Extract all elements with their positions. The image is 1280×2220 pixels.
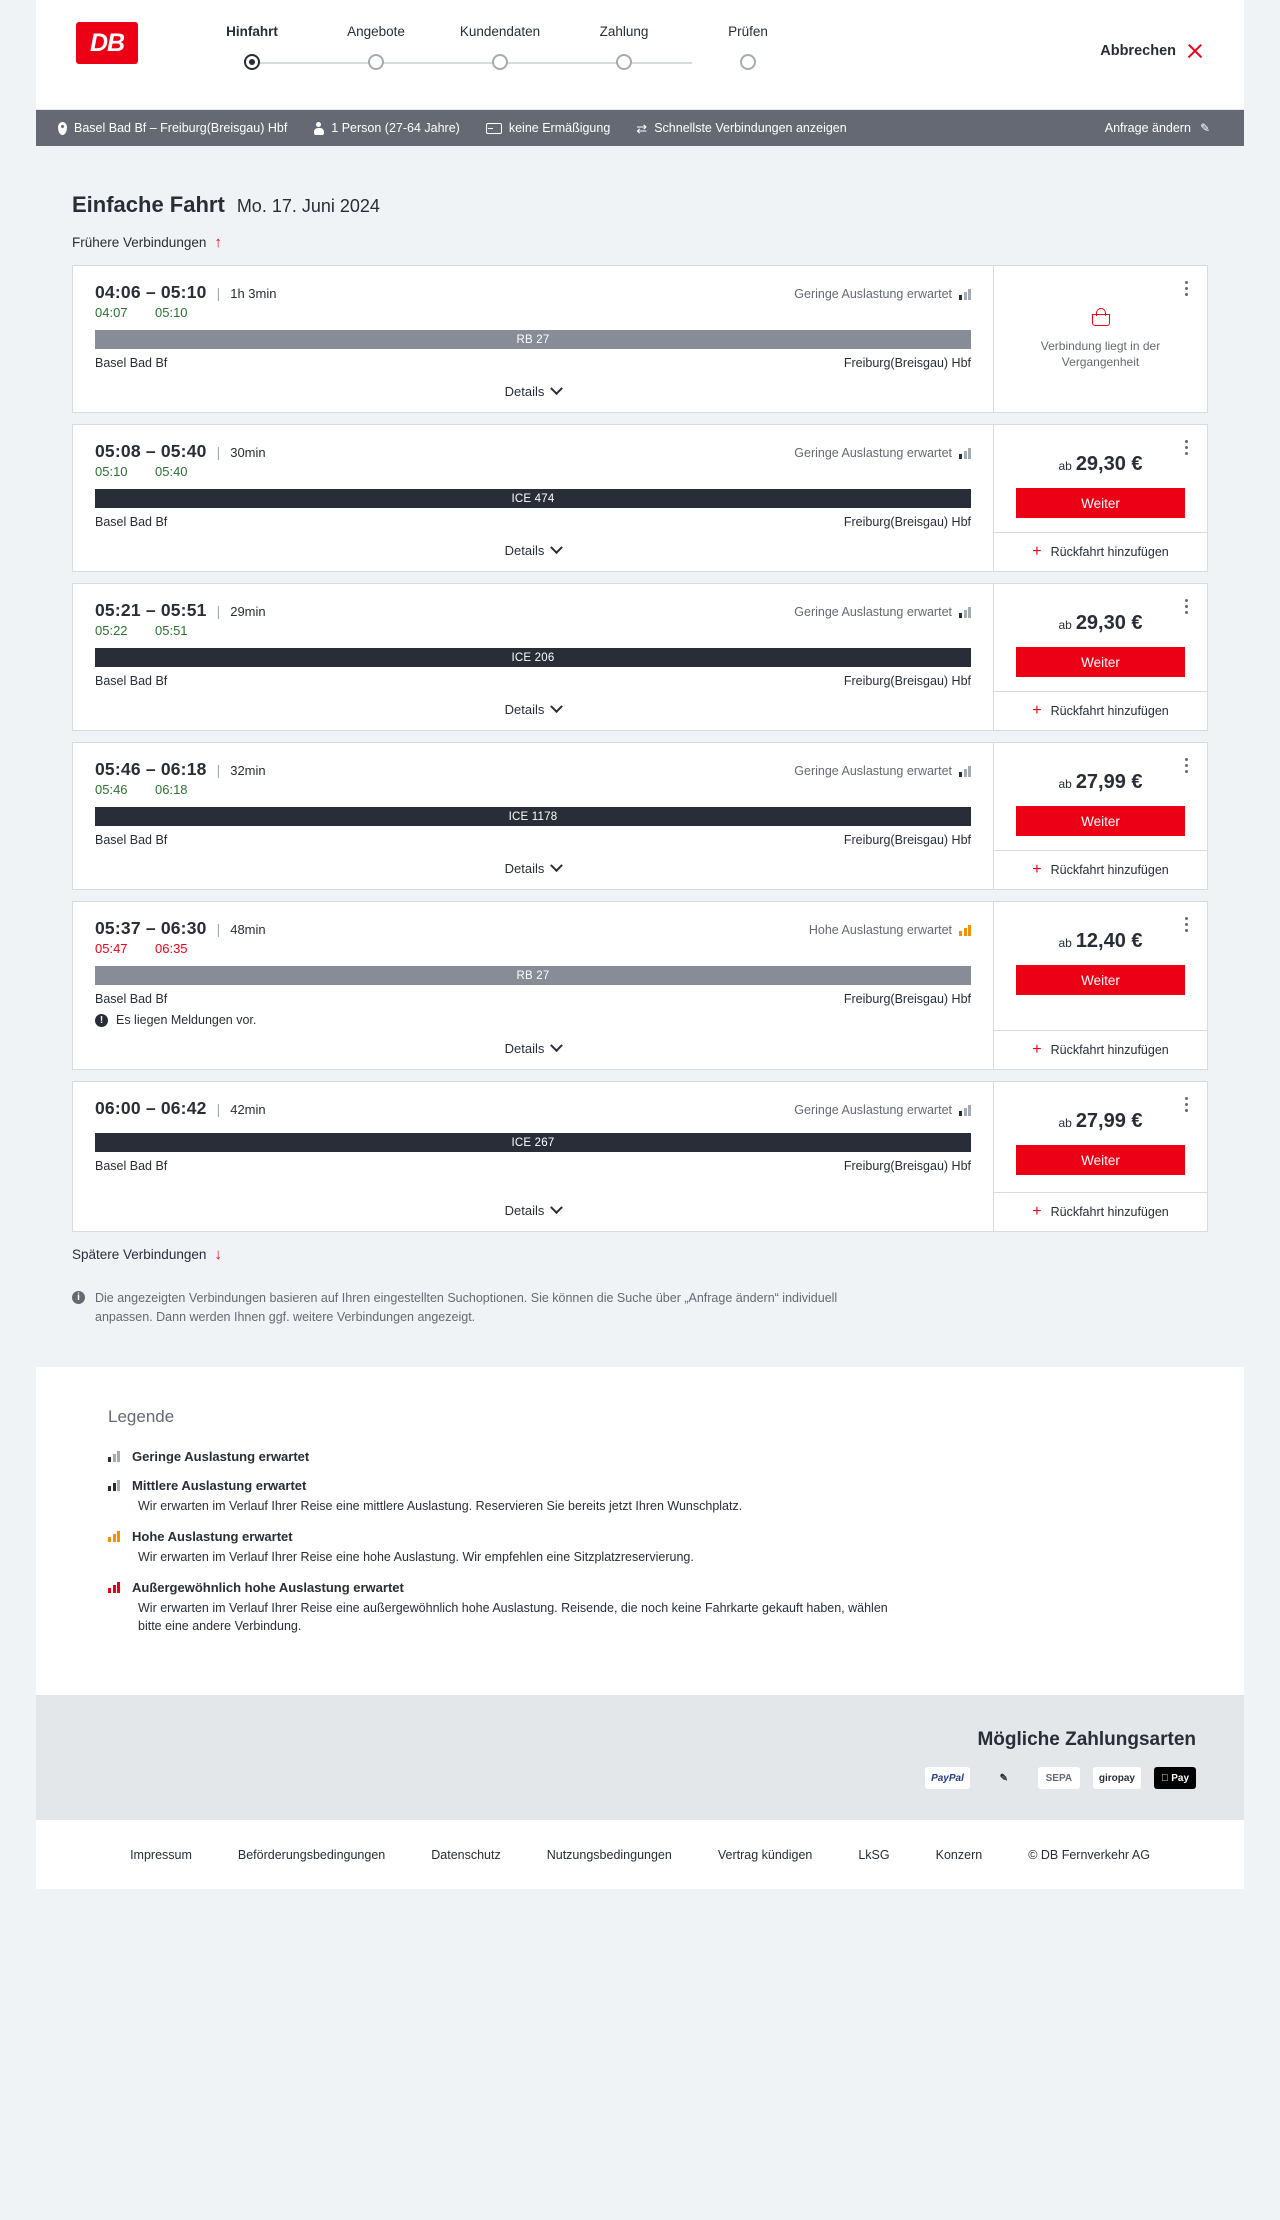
departure-realtime: 05:47 [95,941,128,956]
price-amount: 29,30 € [1075,453,1143,475]
price-block [994,584,1207,691]
person-icon [313,122,324,135]
arrival-realtime: 05:10 [155,305,188,320]
train-bar: RB 27 [95,330,971,349]
time-separator: | [216,921,221,937]
price-block [994,1082,1207,1192]
connection-message[interactable] [95,1013,971,1027]
plus-icon: + [1032,1203,1042,1220]
change-request-button[interactable] [1105,121,1210,135]
utilization-bars-icon [108,1582,120,1593]
details-toggle[interactable] [95,847,971,889]
earlier-connections-button[interactable] [72,234,1208,251]
origin-station: Basel Bad Bf [95,356,168,370]
summary-route-label: Basel Bad Bf – Freiburg(Breisgau) Hbf [74,121,288,135]
legend-item-label: Geringe Auslastung erwartet [132,1448,310,1464]
destination-station: Freiburg(Breisgau) Hbf [843,674,971,688]
legend-item-label: Außergewöhnlich hohe Auslastung erwartet [132,1579,404,1595]
connection-row[interactable] [72,265,1208,413]
realtime-times [95,623,971,638]
destination-station: Freiburg(Breisgau) Hbf [843,992,971,1006]
step-dot-pruefen[interactable] [740,54,756,70]
destination-station: Freiburg(Breisgau) Hbf [843,1159,971,1173]
more-options-icon[interactable] [1177,277,1195,299]
destination-station: Freiburg(Breisgau) Hbf [843,833,971,847]
connection-time: 05:37 – 06:30 [95,918,207,938]
connection-details [73,584,993,730]
summary-passengers-label: 1 Person (27-64 Jahre) [331,121,460,135]
details-toggle[interactable] [95,1173,971,1231]
add-return-trip-label: Rückfahrt hinzufügen [1050,1043,1169,1057]
plus-icon: + [1032,543,1042,560]
arrival-realtime: 06:18 [155,782,188,797]
legend-item-high [108,1529,1172,1566]
chevron-down-icon [551,700,564,713]
step-hinfahrt[interactable]: Hinfahrt [226,24,278,39]
search-hint [72,1289,862,1367]
footer-link-befoerderungsbedingungen[interactable]: Beförderungsbedingungen [237,1847,386,1862]
legend-item-mid [108,1478,1172,1515]
page-title-date: Mo. 17. Juni 2024 [236,196,380,216]
utilization-bars-icon [108,1451,120,1462]
chevron-down-icon [551,541,564,554]
legend-title: Legende [108,1406,175,1426]
legend-item-label: Hohe Auslastung erwartet [132,1528,293,1544]
connection-details [73,1082,993,1231]
price-amount: 29,30 € [1075,612,1143,634]
summary-route[interactable] [58,121,287,135]
details-label: Details [504,384,545,399]
train-bar: ICE 206 [95,648,971,667]
footer-link-impressum[interactable]: Impressum [130,1847,192,1862]
pencil-icon: ✎ [1199,121,1210,135]
arrival-realtime: 06:35 [155,941,188,956]
utilization-label: Geringe Auslastung erwartet [794,446,952,460]
price-value [1016,771,1185,794]
price-value [1016,612,1185,635]
add-return-trip-label: Rückfahrt hinzufügen [1050,704,1169,718]
departure-realtime: 05:46 [95,782,128,797]
search-summary-bar [36,110,1244,146]
origin-station: Basel Bad Bf [95,1159,168,1173]
connection-duration: 29min [230,604,266,619]
connection-offer [993,1082,1207,1231]
utilization-label: Hohe Auslastung erwartet [808,923,952,937]
departure-realtime: 05:10 [95,464,128,479]
step-dot-kundendaten[interactable] [492,54,508,70]
chevron-down-icon [551,1039,564,1052]
origin-station: Basel Bad Bf [95,833,168,847]
plus-icon: + [1032,702,1042,719]
legend-item-desc: Wir erwarten im Verlauf Ihrer Reise eine außergewöhnlich hohe Auslastung. Reisende, die noch keine Fahrkarte gekauft haben, wählen bitte eine andere Verbindung. [138,1600,888,1633]
price-prefix: ab [1058,459,1072,473]
train-bar: ICE 1178 [95,807,971,826]
info-icon: i [72,1291,85,1304]
paypal-icon: PayPal [925,1767,970,1789]
realtime-times [95,464,971,479]
utilization-label: Geringe Auslastung erwartet [794,764,952,778]
connection-duration: 32min [230,763,266,778]
details-toggle[interactable] [95,529,971,571]
details-label: Details [504,861,545,876]
details-toggle[interactable] [95,370,971,412]
connection-row[interactable] [72,901,1208,1070]
utilization-bars-icon [959,607,971,618]
continue-button[interactable]: Weiter [1016,965,1185,995]
footer-link-konzern[interactable]: Konzern [935,1847,983,1862]
info-icon: ! [95,1014,108,1027]
search-hint-text: Die angezeigten Verbindungen basieren auf Ihren eingestellten Suchoptionen. Sie können die Suche über „Anfrage ändern“ individuell anpassen. Dann werden Ihnen ggf. weitere Verbindungen angezeigt. [95,1291,838,1324]
step-dot-angebote[interactable] [368,54,384,70]
connection-duration: 48min [230,922,266,937]
add-return-trip-label: Rückfahrt hinzufügen [1050,863,1169,877]
price-prefix: ab [1058,1116,1072,1130]
pin-icon [58,122,67,135]
booking-stepper [190,24,1204,39]
utilization-indicator [794,446,971,460]
train-bar: RB 27 [95,966,971,985]
utilization-indicator [794,287,971,301]
summary-discount[interactable] [486,121,610,135]
station-row [95,992,971,1006]
utilization-label: Geringe Auslastung erwartet [794,605,952,619]
price-block [994,902,1207,1030]
more-options-icon[interactable] [1177,595,1195,617]
connection-time: 04:06 – 05:10 [95,282,207,302]
footer-link-lksg[interactable]: LkSG [858,1847,890,1862]
connection-duration: 1h 3min [230,286,277,301]
connection-duration: 30min [230,445,266,460]
utilization-label: Geringe Auslastung erwartet [794,1103,952,1117]
add-return-trip-button[interactable] [994,1192,1207,1231]
station-row [95,515,971,529]
db-logo[interactable]: DB [76,22,138,64]
close-icon[interactable] [1186,42,1204,60]
footer-link-datenschutz[interactable]: Datenschutz [431,1847,501,1862]
more-options-icon[interactable] [1177,754,1195,776]
earlier-connections-label: Frühere Verbindungen [72,235,207,250]
cancel-button[interactable] [1100,42,1204,60]
legend-section [36,1367,1244,1696]
departure-realtime: 04:07 [95,305,128,320]
add-return-trip-button[interactable] [994,532,1207,571]
station-row [95,356,971,370]
connection-list [72,265,1208,1232]
arrow-up-icon: ↑ [214,234,222,251]
later-connections-label: Spätere Verbindungen [72,1247,207,1262]
details-toggle[interactable] [95,1027,971,1069]
connection-time: 05:46 – 06:18 [95,759,207,779]
lastschrift-icon: ✎ [999,1772,1009,1784]
chevron-down-icon [551,859,564,872]
connection-offer [993,902,1207,1069]
page-title-text: Einfache Fahrt [72,192,225,217]
main-content [36,146,1244,1367]
step-angebote[interactable]: Angebote [347,24,405,39]
plus-icon: + [1032,1041,1042,1058]
origin-station: Basel Bad Bf [95,674,168,688]
details-label: Details [504,1041,545,1056]
continue-button[interactable]: Weiter [1016,647,1185,677]
step-zahlung[interactable]: Zahlung [599,24,649,39]
origin-station: Basel Bad Bf [95,992,168,1006]
legend-item-desc: Wir erwarten im Verlauf Ihrer Reise eine hohe Auslastung. Wir empfehlen eine Sitzplatzreservierung. [138,1549,694,1564]
price-amount: 12,40 € [1075,930,1143,952]
details-toggle[interactable] [95,688,971,730]
more-options-icon[interactable] [1177,436,1195,458]
change-request-label: Anfrage ändern [1104,121,1191,135]
utilization-indicator [794,1103,971,1117]
payment-methods-section [36,1695,1244,1819]
price-value [1016,930,1185,953]
utilization-bars-icon [959,925,971,936]
summary-option[interactable] [636,121,846,135]
footer-link-nutzungsbedingungen[interactable]: Nutzungsbedingungen [546,1847,672,1862]
connection-offer [993,266,1207,412]
card-icon [486,123,502,134]
details-label: Details [504,543,545,558]
train-bar: ICE 474 [95,489,971,508]
price-prefix: ab [1058,618,1072,632]
legend-item-desc: Wir erwarten im Verlauf Ihrer Reise eine mittlere Auslastung. Reservieren Sie bereits jetzt Ihren Wunschplatz. [138,1498,743,1513]
utilization-bars-icon [959,448,971,459]
summary-passengers[interactable] [313,121,460,135]
utilization-indicator [809,923,971,937]
past-connection-notice [994,266,1207,412]
step-kundendaten[interactable]: Kundendaten [459,24,541,39]
stepper-dots [190,54,810,70]
utilization-label: Geringe Auslastung erwartet [794,287,952,301]
price-amount: 27,99 € [1075,1110,1143,1132]
footer-copyright: © DB Fernverkehr AG [1028,1847,1150,1862]
payment-methods-row [925,1767,1196,1789]
add-return-trip-button[interactable] [994,1030,1207,1069]
details-label: Details [504,1203,545,1218]
station-row [95,833,971,847]
price-prefix: ab [1058,777,1072,791]
legend-item-label: Mittlere Auslastung erwartet [132,1477,307,1493]
time-separator: | [216,762,221,778]
connection-details [73,425,993,571]
price-amount: 27,99 € [1075,771,1143,793]
utilization-bars-icon [959,289,971,300]
connection-row[interactable] [72,742,1208,890]
connection-row[interactable] [72,1081,1208,1232]
connection-offer [993,425,1207,571]
details-label: Details [504,702,545,717]
connection-message-label: Es liegen Meldungen vor. [116,1013,257,1027]
time-separator: | [216,603,221,619]
more-options-icon[interactable] [1177,913,1195,935]
station-row [95,674,971,688]
add-return-trip-label: Rückfahrt hinzufügen [1050,545,1169,559]
cancel-label: Abbrechen [1100,43,1176,59]
sepa-icon: SEPA [1038,1767,1080,1789]
time-separator: | [216,1101,221,1117]
price-value [1016,453,1185,476]
arrival-realtime: 05:51 [155,623,188,638]
step-dot-hinfahrt[interactable] [244,54,260,70]
legend-item-low [108,1449,1172,1464]
time-separator: | [216,444,221,460]
connection-offer [993,743,1207,889]
footer-link-vertrag-kuendigen[interactable]: Vertrag kündigen [717,1847,813,1862]
utilization-bars-icon [108,1480,120,1491]
page-title [72,146,1208,218]
summary-option-label: Schnellste Verbindungen anzeigen [654,121,847,135]
price-block [994,743,1207,850]
connection-row[interactable] [72,583,1208,731]
realtime-times [95,782,971,797]
utilization-bars-icon [959,1105,971,1116]
continue-button[interactable]: Weiter [1016,1145,1185,1175]
continue-button[interactable]: Weiter [1016,806,1185,836]
add-return-trip-button[interactable] [994,691,1207,730]
realtime-times [95,305,971,320]
continue-button[interactable]: Weiter [1016,488,1185,518]
chevron-down-icon [551,1201,564,1214]
station-row [95,1159,971,1173]
arrow-down-icon: ↓ [214,1246,222,1263]
price-value [1016,1110,1185,1133]
destination-station: Freiburg(Breisgau) Hbf [843,356,971,370]
applepay-icon: Pay [1154,1767,1196,1789]
legend-item-veryhigh [108,1580,1172,1635]
summary-discount-label: keine Ermäßigung [508,121,611,135]
connection-offer [993,584,1207,730]
step-dot-zahlung[interactable] [616,54,632,70]
cart-icon [1090,308,1112,328]
departure-realtime: 05:22 [95,623,128,638]
utilization-indicator [794,605,971,619]
giropay-icon: giropay [1093,1767,1141,1789]
origin-station: Basel Bad Bf [95,515,168,529]
utilization-bars-icon [108,1531,120,1542]
add-return-trip-label: Rückfahrt hinzufügen [1050,1205,1169,1219]
connection-time: 05:21 – 05:51 [95,600,207,620]
destination-station: Freiburg(Breisgau) Hbf [843,515,971,529]
plus-icon: + [1032,861,1042,878]
price-block [994,425,1207,532]
connection-duration: 42min [230,1102,266,1117]
utilization-bars-icon [959,766,971,777]
arrival-realtime: 05:40 [155,464,188,479]
app-header [36,0,1244,110]
time-separator: | [216,285,221,301]
utilization-indicator [794,764,971,778]
page-footer [36,1819,1244,1889]
later-connections-button[interactable] [72,1246,1208,1263]
more-options-icon[interactable] [1177,1093,1195,1115]
connection-details [73,266,993,412]
connection-time: 06:00 – 06:42 [95,1098,207,1118]
connection-details [73,743,993,889]
price-prefix: ab [1058,936,1072,950]
step-pruefen[interactable]: Prüfen [728,24,768,39]
past-connection-text: Verbindung liegt in der Vergangenheit [1040,338,1161,369]
train-bar: ICE 267 [95,1133,971,1152]
stepper-labels [190,24,1204,39]
realtime-times [95,941,971,956]
swap-arrows-icon: ⇄ [636,120,648,136]
connection-time: 05:08 – 05:40 [95,441,207,461]
connection-details [73,902,993,1069]
payment-methods-title: Mögliche Zahlungsarten [977,1729,1196,1750]
chevron-down-icon [551,382,564,395]
add-return-trip-button[interactable] [994,850,1207,889]
connection-row[interactable] [72,424,1208,572]
